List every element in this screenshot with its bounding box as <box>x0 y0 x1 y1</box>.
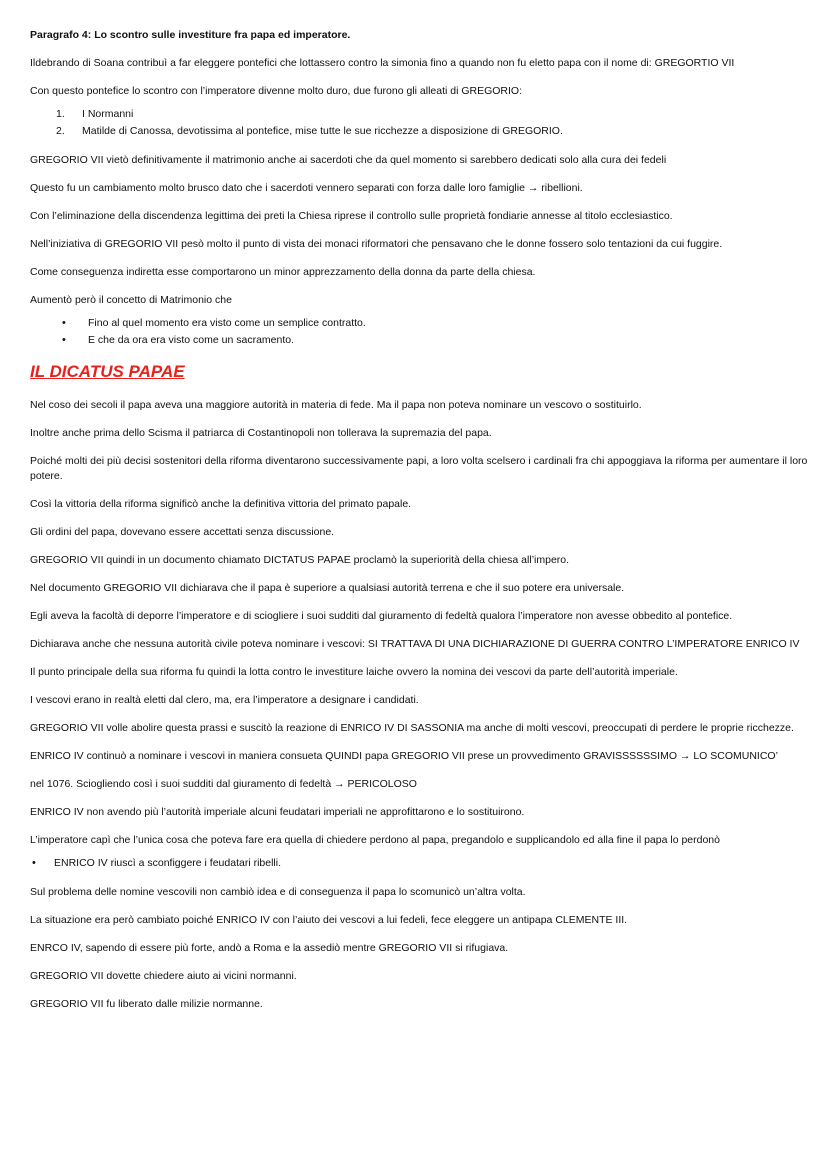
paragraph: Questo fu un cambiamento molto brusco dato che i sacerdoti vennero separati con forza dalle loro famiglie → ribellioni. <box>30 182 583 194</box>
list-item-text: Fino al quel momento era visto come un semplice contratto. <box>88 317 366 329</box>
paragraph: GREGORIO VII fu liberato dalle milizie normanne. <box>30 998 263 1010</box>
paragraph: Aumentò però il concetto di Matrimonio che <box>30 294 232 306</box>
paragraph: ENRICO IV non avendo più l’autorità imperiale alcuni feudatari imperiali ne approfittarono e lo sostituirono. <box>30 806 525 818</box>
paragraph: L’imperatore capì che l’unica cosa che poteva fare era quella di chiedere perdono al papa, pregandolo e supplicandolo ed alla fine il papa lo perdonò <box>30 834 720 846</box>
bullet-icon: • <box>32 857 36 869</box>
paragraph: Così la vittoria della riforma significò anche la definitiva vittoria del primato papale. <box>30 498 412 510</box>
matrimonio-list <box>30 315 810 349</box>
paragraph: Con l’eliminazione della discendenza legittima dei preti la Chiesa riprese il controllo sulle proprietà fondiarie annesse al titolo ecclesiastico. <box>30 210 673 222</box>
list-item-text: I Normanni <box>82 108 134 120</box>
paragraph: Con questo pontefice lo scontro con l’imperatore divenne molto duro, due furono gli alleati di GREGORIO: <box>30 85 523 97</box>
allies-list <box>30 106 810 140</box>
paragraph: Nell’iniziativa di GREGORIO VII pesò molto il punto di vista dei monaci riformatori che pensavano che le donne fossero solo tentazioni da cui fuggire. <box>30 238 723 250</box>
paragraph: La situazione era però cambiato poiché ENRICO IV con l’aiuto dei vescovi a lui fedeli, fece eleggere un antipapa CLEMENTE III. <box>30 914 628 926</box>
enrico-list <box>30 855 810 872</box>
paragraph: Sul problema delle nomine vescovili non cambiò idea e di conseguenza il papa lo scomunicò un’altra volta. <box>30 886 526 898</box>
list-item <box>30 332 810 349</box>
paragraph: Il punto principale della sua riforma fu quindi la lotta contro le investiture laiche ovvero la nomina dei vescovi da parte dell’autorità imperiale. <box>30 666 678 678</box>
document-page <box>30 28 810 1025</box>
list-item-text: E che da ora era visto come un sacramento. <box>88 334 295 346</box>
paragraph: Come conseguenza indiretta esse comportarono un minor apprezzamento della donna da parte della chiesa. <box>30 266 536 278</box>
paragraph: nel 1076. Sciogliendo così i suoi sudditi dal giuramento di fedeltà → PERICOLOSO <box>30 778 417 790</box>
paragraph: GREGORIO VII dovette chiedere aiuto ai vicini normanni. <box>30 970 297 982</box>
document-title: Paragrafo 4: Lo scontro sulle investiture fra papa ed imperatore. <box>30 29 351 41</box>
paragraph: GREGORIO VII vietò definitivamente il matrimonio anche ai sacerdoti che da quel momento si sarebbero dedicati solo alla cura dei fedeli <box>30 154 667 166</box>
paragraph: Inoltre anche prima dello Scisma il patriarca di Costantinopoli non tollerava la supremazia del papa. <box>30 427 492 439</box>
list-number: 2. <box>56 125 65 137</box>
list-item <box>30 106 810 123</box>
list-item-text: ENRICO IV riuscì a sconfiggere i feudatari ribelli. <box>54 857 282 869</box>
bullet-icon: • <box>62 334 66 346</box>
paragraph: Egli aveva la facoltà di deporre l’imperatore e di sciogliere i suoi sudditi dal giuramento di fedeltà qualora l’imperatore non avesse obbedito al pontefice. <box>30 610 733 622</box>
list-item-text: Matilde di Canossa, devotissima al pontefice, mise tutte le sue ricchezze a disposizione di GREGORIO. <box>82 125 563 137</box>
paragraph: Poiché molti dei più decisi sostenitori della riforma diventarono successivamente papi, a loro volta scelsero i cardinali fra chi appoggiava la riforma per aumentare il loro potere. <box>30 455 808 482</box>
paragraph: Nel documento GREGORIO VII dichiarava che il papa è superiore a qualsiasi autorità terrena e che il suo potere era universale. <box>30 582 625 594</box>
list-item <box>30 315 810 332</box>
paragraph: Ildebrando di Soana contribuì a far eleggere pontefici che lottassero contro la simonia fino a quando non fu eletto papa con il nome di: GREGORTIO VII <box>30 57 735 69</box>
bullet-icon: • <box>62 317 66 329</box>
paragraph: Nel coso dei secoli il papa aveva una maggiore autorità in materia di fede. Ma il papa non poteva nominare un vescovo o sostituirlo. <box>30 399 642 411</box>
paragraph: GREGORIO VII quindi in un documento chiamato DICTATUS PAPAE proclamò la superiorità della chiesa all’impero. <box>30 554 570 566</box>
paragraph: GREGORIO VII volle abolire questa prassi e suscitò la reazione di ENRICO IV DI SASSONIA ma anche di molti vescovi, preoccupati di perdere le proprie ricchezze. <box>30 722 794 734</box>
list-item <box>30 123 810 140</box>
section-heading: IL DICATUS PAPAE <box>30 362 185 381</box>
paragraph: I vescovi erano in realtà eletti dal clero, ma, era l’imperatore a designare i candidati. <box>30 694 419 706</box>
paragraph: Gli ordini del papa, dovevano essere accettati senza discussione. <box>30 526 335 538</box>
list-number: 1. <box>56 108 65 120</box>
paragraph: Dichiarava anche che nessuna autorità civile poteva nominare i vescovi: SI TRATTAVA DI UNA DICHIARAZIONE DI GUERRA CONTRO L’IMPERATORE ENRICO IV <box>30 638 800 650</box>
paragraph: ENRICO IV continuò a nominare i vescovi in maniera consueta QUINDI papa GREGORIO VII prese un provvedimento GRAVISSSSSSIMO → LO SCOMUNICO’ <box>30 750 778 762</box>
list-item <box>30 855 810 872</box>
paragraph: ENRCO IV, sapendo di essere più forte, andò a Roma e la assediò mentre GREGORIO VII si rifugiava. <box>30 942 509 954</box>
